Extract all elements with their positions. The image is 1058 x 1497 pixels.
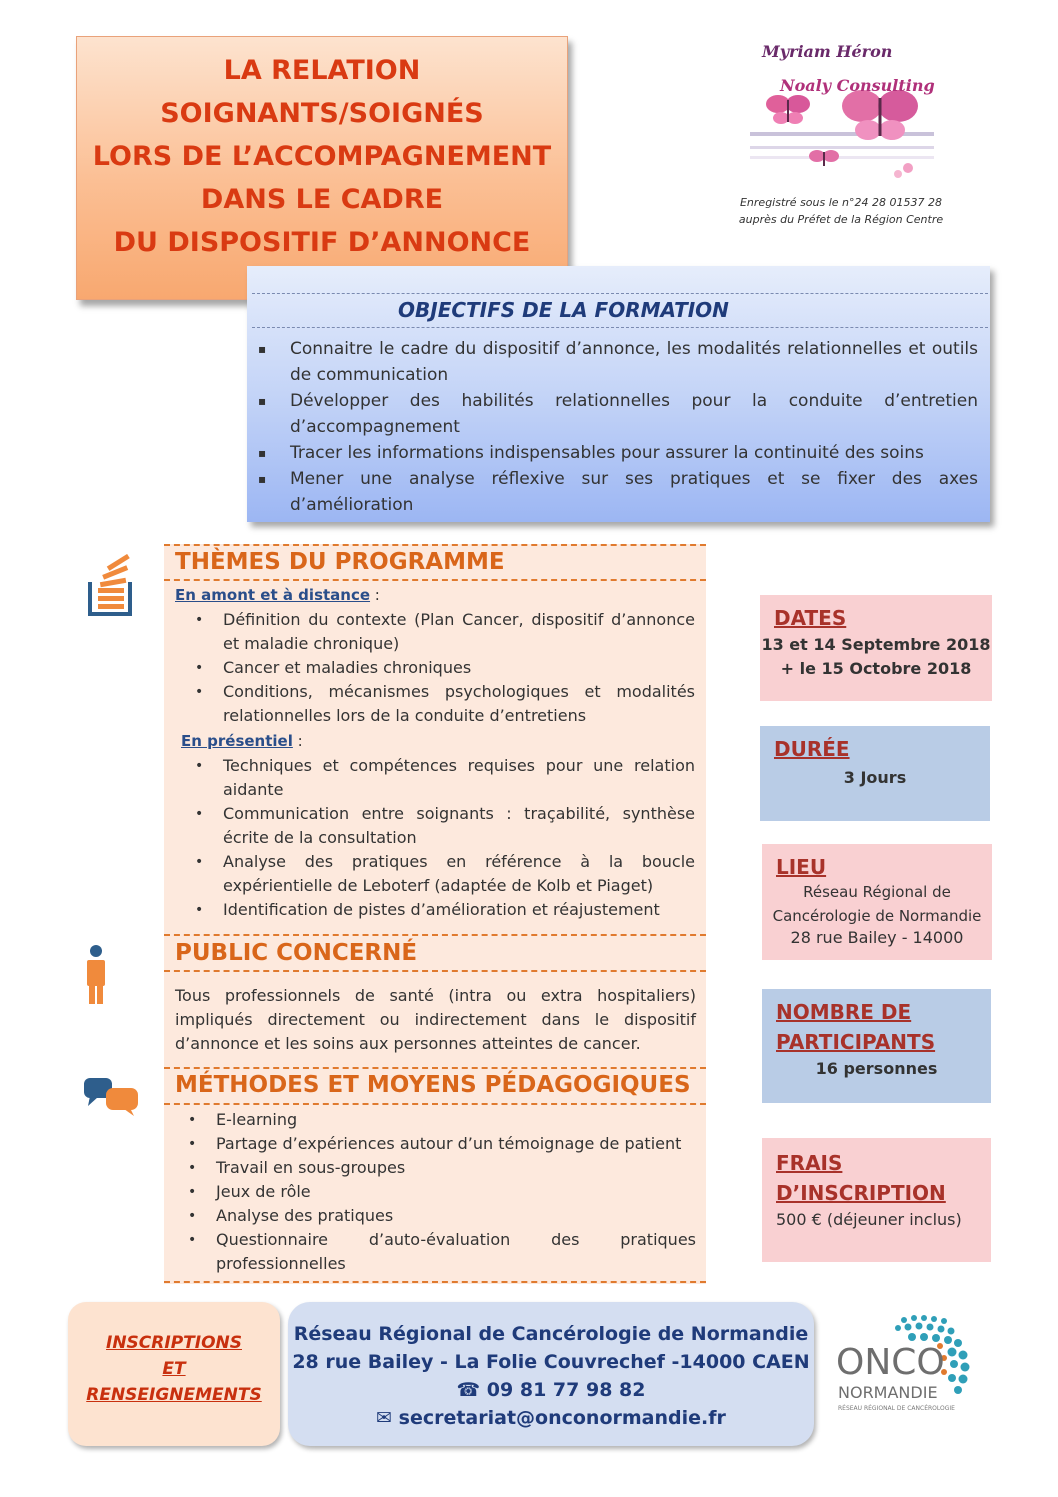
- logo-consultant-name: Myriam Héron: [762, 42, 893, 61]
- item-text: Définition du contexte (Plan Cancer, dispositif d’annonce et maladie chronique): [223, 610, 695, 653]
- title-banner: [76, 36, 568, 300]
- item-text: Identification de pistes d’amélioration et réajustement: [223, 900, 660, 919]
- subheading-colon: :: [292, 732, 303, 750]
- bullet-icon: •: [195, 806, 204, 822]
- phone-number[interactable]: 09 81 77 98 82: [480, 1379, 646, 1401]
- bullet-icon: •: [188, 1232, 197, 1248]
- registration-label: [68, 1330, 280, 1408]
- distance-subheading: En amont et à distance: [175, 586, 371, 604]
- title-line: LORS DE L’ACCOMPAGNEMENT: [92, 141, 552, 172]
- public-title: PUBLIC CONCERNÉ: [175, 940, 418, 966]
- objective-text: Connaitre le cadre du dispositif d’annonce, les modalités relationnelles et outils de communication: [290, 339, 978, 385]
- location-line: Cancérologie de Normandie: [772, 907, 982, 925]
- objective-text: Développer des habilités relationnelles pour la conduite d’entretien d’accompagnement: [290, 391, 978, 437]
- fees-box: [762, 1138, 991, 1262]
- fees-heading: D’INSCRIPTION: [776, 1181, 946, 1205]
- divider: [164, 1067, 706, 1069]
- bullet-icon: ▪: [258, 472, 267, 486]
- bullet-icon: •: [195, 612, 204, 628]
- list-item: [258, 466, 978, 518]
- email-icon: ✉: [376, 1407, 393, 1429]
- list-item: [168, 1108, 696, 1132]
- registration-label-line: ET: [162, 1359, 186, 1379]
- duration-value: 3 Jours: [843, 768, 907, 787]
- public-description: Tous professionnels de santé (intra ou extra hospitaliers) impliqués directement ou indirectement dans le dispositif d’annonce et les soins aux personnes atteintes de cancer.: [175, 986, 696, 1053]
- dates-heading: DATES: [774, 606, 847, 630]
- dates-line: 13 et 14 Septembre 2018: [761, 635, 991, 654]
- list-item: [168, 1204, 696, 1228]
- program-title: THÈMES DU PROGRAMME: [175, 549, 505, 575]
- location-box: [762, 844, 992, 960]
- dates-box: [760, 595, 992, 701]
- divider: [252, 293, 988, 294]
- divider: [164, 579, 706, 581]
- bullet-icon: •: [195, 684, 204, 700]
- bullet-icon: •: [188, 1112, 197, 1128]
- item-text: Analyse des pratiques en référence à la boucle expérientielle de Leboterf (adaptée de Kolb et Piaget): [223, 852, 695, 895]
- program-content: [175, 584, 700, 922]
- bullet-icon: •: [188, 1184, 197, 1200]
- list-item: [175, 898, 695, 922]
- divider: [164, 934, 706, 936]
- objective-text: Tracer les informations indispensables pour assurer la continuité des soins: [290, 443, 924, 463]
- item-text: Conditions, mécanismes psychologiques et modalités relationnelles lors de la conduite d’entretiens: [223, 682, 695, 725]
- bullet-icon: •: [195, 660, 204, 676]
- presentiel-subheading: En présentiel: [181, 732, 293, 750]
- email-line[interactable]: [288, 1404, 814, 1432]
- onco-logo-subtitle: RÉSEAU RÉGIONAL DE CANCÉROLOGIE: [838, 1405, 955, 1412]
- registration-label-line: INSCRIPTIONS: [106, 1333, 242, 1353]
- onco-normandie-logo: [832, 1310, 1002, 1420]
- item-text: Jeux de rôle: [216, 1182, 311, 1201]
- registration-label-line: RENSEIGNEMENTS: [86, 1385, 262, 1405]
- bullet-icon: •: [195, 854, 204, 870]
- objectives-list: [258, 336, 978, 518]
- contact-info: [288, 1320, 814, 1432]
- list-item: [175, 850, 695, 898]
- divider: [252, 327, 988, 328]
- bullet-icon: ▪: [258, 342, 267, 356]
- presentiel-list: [175, 754, 695, 922]
- list-item: [175, 802, 695, 850]
- list-item: [168, 1132, 696, 1156]
- subheading-colon: :: [370, 586, 380, 604]
- title-line: LA RELATION: [223, 55, 421, 86]
- title-line: SOIGNANTS/SOIGNÉS: [160, 98, 484, 129]
- list-item: [175, 754, 695, 802]
- phone-icon: ☎: [456, 1379, 481, 1401]
- participants-box: [762, 989, 991, 1103]
- organization-name: Réseau Régional de Cancérologie de Normandie: [293, 1323, 809, 1345]
- onco-logo-word: ONCO: [836, 1342, 945, 1383]
- bullet-icon: •: [188, 1160, 197, 1176]
- duration-heading: DURÉE: [774, 737, 850, 761]
- bullet-icon: •: [188, 1208, 197, 1224]
- list-item: [168, 1180, 696, 1204]
- bullet-icon: •: [195, 758, 204, 774]
- participants-value: 16 personnes: [815, 1059, 938, 1078]
- list-item: [258, 440, 978, 466]
- organization-address: 28 rue Bailey - La Folie Couvrechef -14000 CAEN: [292, 1351, 810, 1373]
- onco-logo-word: NORMANDIE: [838, 1383, 938, 1402]
- list-item: [175, 656, 695, 680]
- list-item: [168, 1156, 696, 1180]
- item-text: E-learning: [216, 1110, 298, 1129]
- phone-line[interactable]: [288, 1376, 814, 1404]
- item-text: Communication entre soignants : traçabilité, synthèse écrite de la consultation: [223, 804, 695, 847]
- title-line: DANS LE CADRE: [200, 184, 444, 215]
- objective-text: Mener une analyse réflexive sur ses pratiques et se fixer des axes d’amélioration: [290, 469, 978, 515]
- list-item: [168, 1228, 696, 1276]
- item-text: Techniques et compétences requises pour une relation aidante: [223, 756, 695, 799]
- methods-title: MÉTHODES ET MOYENS PÉDAGOGIQUES: [175, 1072, 691, 1098]
- bullet-icon: ▪: [258, 446, 267, 460]
- list-item: [258, 388, 978, 440]
- fees-value: 500 € (déjeuner inclus): [776, 1210, 962, 1229]
- document-stack-icon: [86, 554, 134, 618]
- person-icon: [84, 944, 108, 1006]
- participants-heading: NOMBRE DE: [776, 1000, 912, 1024]
- location-line: 28 rue Bailey - 14000: [790, 928, 964, 947]
- list-item: [175, 608, 695, 656]
- registration-line: auprès du Préfet de la Région Centre: [738, 213, 944, 226]
- title-line: DU DISPOSITIF D’ANNONCE: [113, 227, 531, 258]
- bullet-icon: •: [188, 1136, 197, 1152]
- speech-bubbles-icon: [84, 1076, 140, 1116]
- divider: [164, 544, 706, 546]
- location-heading: LIEU: [776, 855, 827, 879]
- item-text: Cancer et maladies chroniques: [223, 658, 472, 677]
- document-title: [77, 49, 567, 264]
- registration-line: Enregistré sous le n°24 28 01537 28: [739, 196, 942, 209]
- divider: [164, 1281, 706, 1283]
- methods-list: [168, 1108, 696, 1276]
- objectives-title: OBJECTIFS DE LA FORMATION: [398, 298, 729, 322]
- registration-note: [716, 194, 966, 228]
- dates-line: + le 15 Octobre 2018: [780, 659, 972, 678]
- bullet-icon: ▪: [258, 394, 267, 408]
- duration-box: [760, 726, 990, 821]
- bullet-icon: •: [195, 902, 204, 918]
- participants-heading: PARTICIPANTS: [776, 1030, 936, 1054]
- item-text: Questionnaire d’auto-évaluation des pratiques professionnelles: [216, 1230, 696, 1273]
- divider: [164, 970, 706, 972]
- divider: [164, 1103, 706, 1105]
- list-item: [258, 336, 978, 388]
- distance-list: [175, 608, 695, 728]
- item-text: Travail en sous-groupes: [216, 1158, 406, 1177]
- fees-heading: FRAIS: [776, 1151, 843, 1175]
- email-address[interactable]: secretariat@onconormandie.fr: [392, 1407, 726, 1429]
- item-text: Analyse des pratiques: [216, 1206, 394, 1225]
- logo-company-name: Noaly Consulting: [780, 76, 935, 95]
- list-item: [175, 680, 695, 728]
- location-line: Réseau Régional de: [803, 883, 951, 901]
- item-text: Partage d’expériences autour d’un témoignage de patient: [216, 1134, 682, 1153]
